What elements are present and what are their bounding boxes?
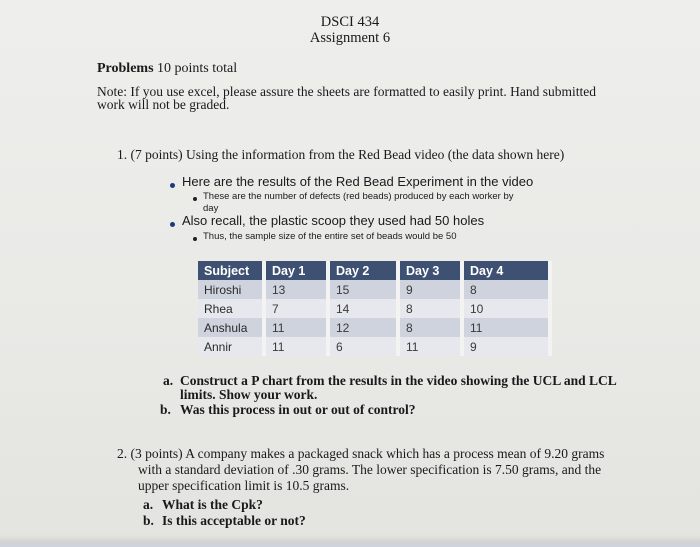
- table-cell: 8: [398, 299, 462, 318]
- q1-bullet-2: Also recall, the plastic scoop they used had 50 holes: [182, 213, 485, 228]
- table-header-cell: Day 4: [462, 261, 550, 280]
- table-cell: 15: [328, 280, 398, 299]
- table-cell: 8: [398, 318, 462, 337]
- problems-points: 10 points total: [157, 61, 238, 76]
- table-cell: 11: [398, 337, 462, 356]
- table-header-cell: Subject: [198, 261, 264, 280]
- table-cell: Rhea: [198, 299, 264, 318]
- q1-sub-bullet-1-line-1: These are the number of defects (red beads) produced by each worker by: [203, 191, 514, 202]
- table-cell: 14: [328, 299, 398, 318]
- table-cell: 9: [462, 337, 550, 356]
- table-cell: 6: [328, 337, 398, 356]
- q1-part-a-line-2: limits. Show your work.: [180, 387, 318, 402]
- q1-part-b-text: Was this process in out or out of control?: [180, 402, 416, 417]
- q1-sub-bullet-2: Thus, the sample size of the entire set of beads would be 50: [203, 231, 457, 242]
- q2-part-b-label: b.: [143, 513, 154, 528]
- q1-part-b-label: b.: [160, 402, 171, 417]
- table-cell: Anshula: [198, 318, 264, 337]
- question-2-line-1: 2. (3 points) A company makes a packaged snack which has a process mean of 9.20 grams: [117, 446, 605, 461]
- sub-bullet-icon: [193, 197, 197, 201]
- problems-label: Problems: [97, 61, 154, 76]
- table-cell: 11: [264, 318, 328, 337]
- problems-line: [97, 61, 237, 77]
- table-header-cell: Day 1: [264, 261, 328, 280]
- table-header-row: [198, 261, 550, 280]
- q2-part-a-text: What is the Cpk?: [162, 497, 263, 512]
- bullet-icon: [170, 183, 175, 188]
- red-bead-data-table: [198, 261, 552, 356]
- table-header-cell: Day 2: [328, 261, 398, 280]
- table-cell: Annir: [198, 337, 264, 356]
- q1-part-a-line-1: Construct a P chart from the results in the video showing the UCL and LCL: [180, 373, 617, 388]
- table-header-cell: Day 3: [398, 261, 462, 280]
- q1-part-a-label: a.: [163, 373, 174, 388]
- note-line-2: work will not be graded.: [97, 97, 230, 112]
- table-row: [198, 299, 550, 318]
- sub-bullet-icon: [193, 237, 197, 241]
- table-cell: 11: [462, 318, 550, 337]
- assignment-title: Assignment 6: [309, 30, 391, 46]
- table-cell: 13: [264, 280, 328, 299]
- table-cell: 11: [264, 337, 328, 356]
- q2-part-b-text: Is this acceptable or not?: [162, 513, 306, 528]
- question-1-intro: 1. (7 points) Using the information from the Red Bead video (the data shown here): [117, 147, 565, 162]
- table-cell: 12: [328, 318, 398, 337]
- table-row: [198, 280, 550, 299]
- table-row: [198, 337, 550, 356]
- q2-part-a-label: a.: [143, 497, 154, 512]
- q1-sub-bullet-1-line-2: day: [203, 203, 219, 214]
- question-2-line-2: with a standard deviation of .30 grams. The lower specification is 7.50 grams, and the: [138, 462, 602, 477]
- note-line-1: Note: If you use excel, please assure the sheets are formatted to easily print. Hand submitted: [97, 84, 596, 99]
- bullet-icon: [170, 222, 175, 227]
- table-row: [198, 318, 550, 337]
- question-2-line-3: upper specification limit is 10.5 grams.: [138, 478, 350, 493]
- table-cell: Hiroshi: [198, 280, 264, 299]
- table-cell: 9: [398, 280, 462, 299]
- page-bottom-edge: [0, 543, 700, 547]
- table-cell: 10: [462, 299, 550, 318]
- table-cell: 7: [264, 299, 328, 318]
- q1-bullet-1: Here are the results of the Red Bead Experiment in the video: [182, 174, 534, 189]
- course-title: DSCI 434: [320, 14, 380, 30]
- table-cell: 8: [462, 280, 550, 299]
